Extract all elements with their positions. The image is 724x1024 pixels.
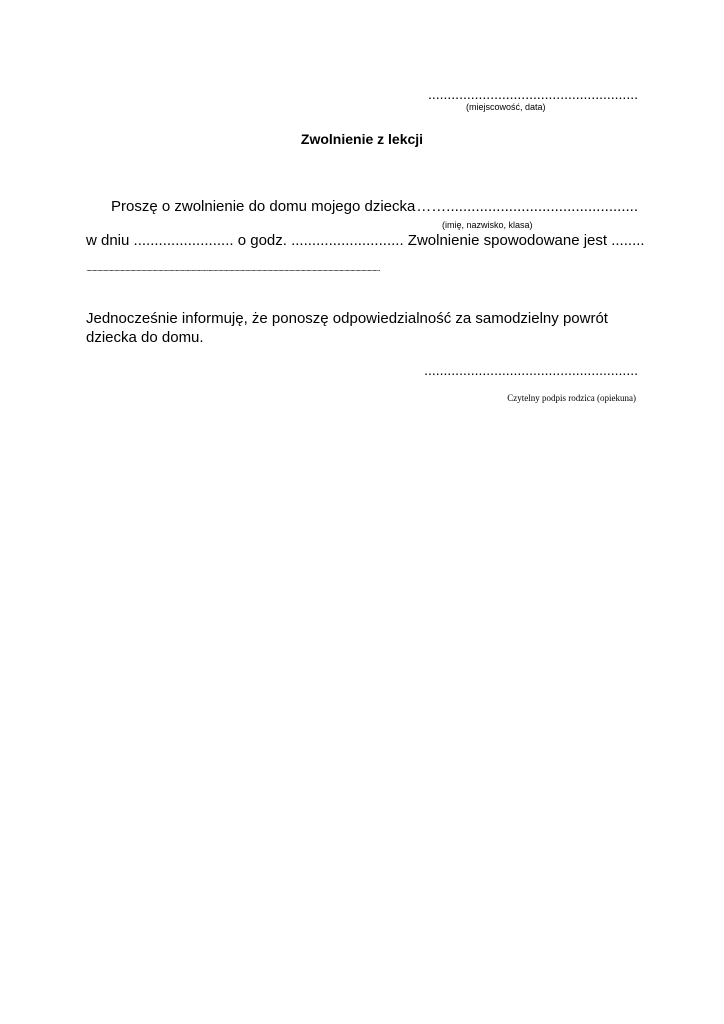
reason-dotted-line: ................................................................................................................................................................................................................................................	[86, 264, 380, 273]
date-time-reason-line: w dniu ........................ o godz. ........................... Zwolnienie spowodowane jest ........	[86, 232, 645, 249]
place-date-dotted-line: ......................................................	[427, 86, 638, 102]
child-name-dotted-line: ……..............................................	[416, 198, 638, 215]
child-name-label: (imię, nazwisko, klasa)	[442, 220, 533, 230]
place-date-label: (miejscowość, data)	[466, 102, 546, 112]
signature-dotted-line: .......................................................	[424, 362, 638, 378]
responsibility-statement: Jednocześnie informuję, że ponoszę odpowiedzialność za samodzielny powrót dziecka do domu.	[86, 310, 608, 346]
signature-label: Czytelny podpis rodzica (opiekuna)	[507, 393, 636, 403]
document-title: Zwolnienie z lekcji	[300, 131, 424, 147]
request-text: Proszę o zwolnienie do domu mojego dziecka	[111, 198, 416, 215]
